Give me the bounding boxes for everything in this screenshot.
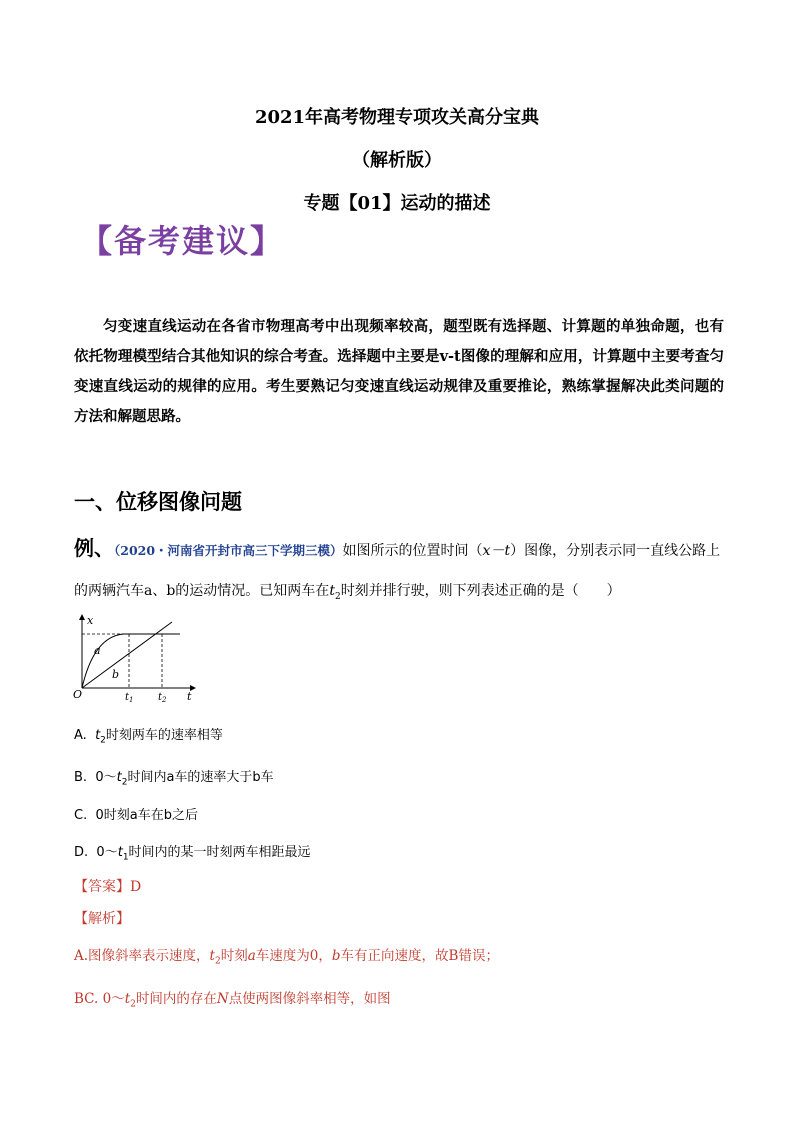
answer-value: D [130,879,142,895]
analysis-2-sub: 2 [130,999,136,1010]
page-title: 2021年高考物理专项攻关高分宝典 [254,107,540,128]
option-c-prefix: C. [74,808,88,823]
analysis-line-1 [74,944,499,967]
answer-label: 【答案】 [74,879,130,895]
analysis-1c: 车速度为0， [255,948,332,964]
t1-var: t [125,692,130,702]
analysis-1a: A.图像斜率表示速度， [74,948,210,964]
option-b-pre: 0～ [95,770,117,785]
option-a-text: 时刻两车的速率相等 [105,728,223,743]
option-b-text: 时间内a车的速率大于b车 [127,770,274,785]
analysis-1d: 车有正向速度，故B错误； [340,948,499,964]
section-heading: 一、位移图像问题 [74,489,242,514]
example-stem-t: t [329,583,335,599]
analysis-2-n: N [216,991,229,1007]
option-b-sub: 2 [121,777,128,788]
example-stem-c: 时刻并排行驶，则下列表述正确的是（ ） [340,583,621,599]
analysis-1-sub: 2 [214,956,221,967]
example-stem-var: x－t [482,543,511,559]
intro-paragraph: 匀变速直线运动在各省市物理高考中出现频率较高，题型既有选择题、计算题的单独命题，也有依托物理模型结合其他知识的综合考查。选择题中主要是v-t图像的理解和应用，计算题中主要考查匀变速直线运动的规律的应用。考生要熟记匀变速直线运动规律及重要推论，熟练掌握解决此类问题的方法和解题思路。 [74,318,724,425]
x-t-graph [72,612,202,702]
analysis-label: 【解析】 [74,911,130,927]
example-stem-a: 如图所示的位置时间（ [342,543,483,559]
example-stem-t-sub: 2 [334,591,341,602]
answer [74,876,141,896]
page-subtitle: （解析版） [352,150,442,171]
analysis-2-t: t [124,991,131,1007]
analysis-1-a-var: a [247,948,256,964]
t-axis-label: t [187,690,192,702]
example-question [74,528,728,617]
t1-sub: 1 [129,696,134,702]
option-a-prefix: A. [74,728,87,743]
curve-b-label: b [112,668,120,681]
option-d-pre: 0～ [96,845,118,860]
curve-a-label: a [94,644,101,657]
option-d-text: 时间内的某一时刻两车相距最远 [128,845,311,860]
option-d-sub: 1 [122,852,129,863]
analysis-2c: 点使两图像斜率相等，如图 [228,991,391,1007]
option-b-prefix: B. [74,770,88,785]
option-d-prefix: D. [74,845,89,860]
analysis-1b: 时刻 [220,948,248,964]
exam-advice-banner: 【备考建议】 [80,222,285,260]
x-axis-arrow [79,614,85,620]
analysis-2b: 时间内的存在 [135,991,217,1007]
t1-label [125,692,134,702]
option-d [74,841,311,863]
option-c [74,804,198,823]
t2-sub: 2 [162,696,167,702]
example-stem-b: ）图像，分别表示同一直线公路上的两辆汽车a、b的运动情况。已知两车在 [74,543,721,599]
option-c-text: 0时刻a车在b之后 [95,808,198,823]
example-source: （2020・河南省开封市高三下学期三模） [114,543,343,558]
analysis-line-2 [74,987,391,1010]
example-label: 例、 [74,536,114,560]
option-b [74,766,274,788]
x-axis-label: x [87,614,94,627]
option-a [74,724,223,746]
analysis-1-b-var: b [331,948,341,964]
t2-label [158,692,167,702]
origin-label: O [73,688,83,701]
option-b-var: t [116,770,122,785]
curve-a [82,634,180,688]
option-d-var: t [117,845,123,860]
option-a-sub: 2 [100,735,106,746]
topic-title: 专题【01】运动的描述 [303,193,491,214]
option-a-var: t [95,728,101,743]
analysis-2a: BC. 0～ [74,991,125,1007]
t2-var: t [158,692,163,702]
analysis-1-t: t [209,948,215,964]
